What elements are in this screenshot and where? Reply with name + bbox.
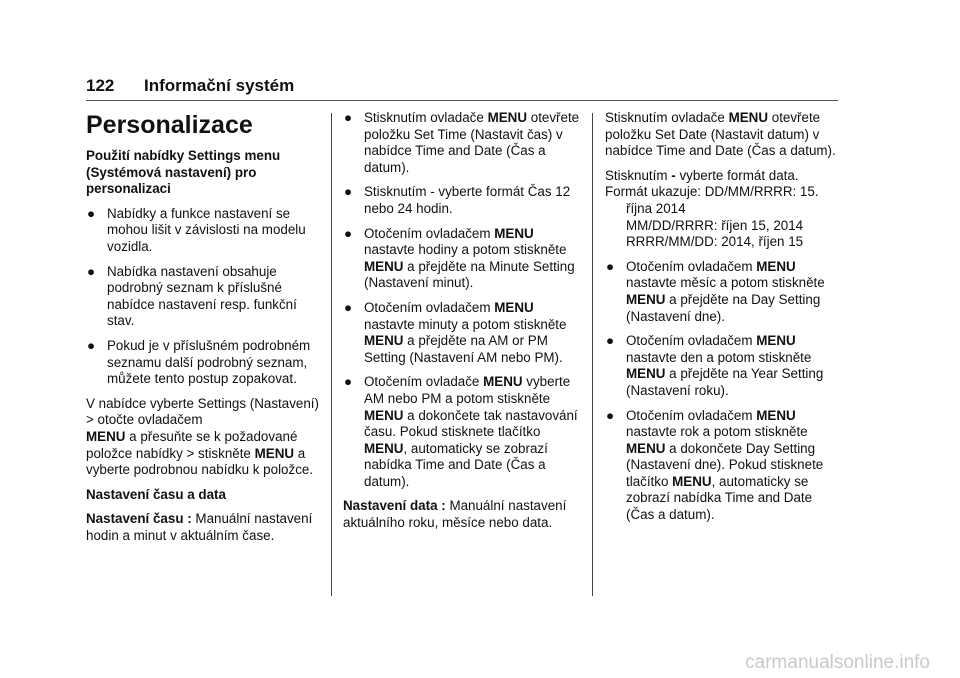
menu-keyword: MENU [487,110,528,125]
bullet-text: Nabídky a funkce nastavení se mohou lišit v závislosti na modelu vozidla. [107,205,306,254]
bullet-item [605,333,843,399]
text: Stisknutím [605,167,668,183]
bullet-item [86,338,322,388]
menu-keyword: MENU [494,225,534,241]
bullet-icon: ● [344,225,353,241]
text: nastavte rok a potom stiskněte [626,424,808,440]
menu-keyword: MENU [626,291,666,307]
bullet-icon: ● [344,184,353,200]
format-line: MM/DD/RRRR: říjen 15, 2014 [626,217,804,233]
menu-keyword: MENU [364,333,404,349]
text: Otočením ovladače [364,374,480,390]
bullet-icon: ● [606,258,615,274]
text: nastavte minuty a potom stiskněte [364,316,567,332]
column-divider-2 [592,113,593,596]
bullet-item [343,226,583,292]
text: a vyberte podrobnou nabídku k položce. [86,445,314,478]
text: nastavte den a potom stiskněte [626,349,812,365]
text: Otočením ovladačem [364,299,491,315]
bullet-text: Nabídka nastavení obsahuje podrobný seznam k příslušné nabídce nastavení resp. funkční stav. [107,263,297,329]
text: a dokončete Day Setting (Nastavení dne). Pokud stisknete tlačítko [626,440,824,489]
menu-keyword: MENU [364,258,404,274]
text: Otočením ovladačem [626,258,753,274]
text: V nabídce vyberte Settings (Nastavení) > otočte ovladačem [86,395,319,428]
text: Stisknutím - vyberte formát Čas 12 nebo 24 hodin. [364,184,571,216]
bullet-icon: ● [344,299,353,315]
date-label: Nastavení data : [343,498,446,514]
menu-paragraph [86,396,322,479]
subheading-time-date: Nastavení času a data [86,486,226,502]
bullet-icon: ● [606,407,615,423]
text: otevřete položku Set Time (Nastavit čas) v nabídce Time and Date (Čas a datum). [364,110,580,175]
bullet-item [86,206,322,256]
menu-keyword: MENU [254,445,295,461]
column-3 [605,110,843,532]
text: a přejděte na Minute Setting (Nastavení minut). [364,258,575,291]
menu-keyword: MENU [364,440,404,456]
text: a dokončete tak nastavování času. Pokud stisknete tlačítko [364,407,578,440]
menu-keyword: MENU [626,366,666,382]
set-date-paragraph [605,110,843,160]
bullet-item [86,264,322,330]
bullet-item [343,374,583,490]
menu-keyword: MENU [756,258,796,274]
text: , automaticky se zobrazí nabídka Time and Date (Čas a datum). [626,473,813,523]
date-setting-paragraph [343,498,583,531]
column-2 [343,110,583,540]
menu-keyword: MENU [728,110,769,125]
text: Stisknutím ovladače [605,110,725,125]
text: , automaticky se zobrazí nabídka Time and Date (Čas a datum). [364,440,548,489]
text: Stisknutím ovladače [364,110,484,125]
text: a přesuňte se k požadované položce nabídky > stiskněte [86,428,298,461]
watermark: carmanualsonline.info [745,652,930,673]
menu-keyword: MENU [494,299,534,315]
header-rule [86,100,838,101]
page-header [86,72,838,100]
menu-keyword: MENU [483,374,523,390]
menu-keyword: MENU [86,428,126,444]
menu-keyword: MENU [364,407,404,423]
bullet-icon: ● [344,374,353,390]
text: Otočením ovladačem [626,407,753,423]
menu-keyword: MENU [672,473,712,489]
menu-keyword: MENU [756,407,796,423]
text: Manuální nastavení hodin a minut v aktuálním čase. [86,511,313,543]
text: a přejděte na Day Setting (Nastavení dne). [626,291,821,324]
subtitle: Použití nabídky Settings menu (Systémová nastavení) pro personalizaci [86,148,281,197]
page-title: Personalizace [86,111,253,139]
column-1 [86,110,322,552]
text: a přejděte na AM or PM Setting (Nastavení AM nebo PM). [364,333,563,365]
format-line: RRRR/MM/DD: 2014, říjen 15 [626,234,804,250]
dash-keyword: - [671,167,676,183]
time-label: Nastavení času : [86,511,192,527]
date-format-paragraph [605,168,843,251]
text: vyberte formát data. Formát ukazuje: DD/MM/RRRR: 15. [605,167,819,200]
menu-keyword: MENU [626,440,666,456]
text: Otočením ovladačem [626,333,753,349]
bullet-icon: ● [87,337,96,353]
menu-keyword: MENU [756,333,796,349]
column-divider-1 [331,113,332,596]
text: vyberte AM nebo PM a potom stiskněte [364,374,571,406]
text: Manuální nastavení aktuálního roku, měsíce nebo data. [343,498,567,531]
bullet-icon: ● [344,110,353,125]
bullet-item [343,110,583,176]
bullet-item [343,184,583,217]
page-number: 122 [86,76,115,95]
text: nastavte hodiny a potom stiskněte [364,242,567,258]
bullet-item [605,259,843,325]
bullet-item [343,300,583,366]
time-setting-paragraph [86,511,322,544]
bullet-item [605,408,843,524]
text: nastavte měsíc a potom stiskněte [626,275,825,291]
bullet-icon: ● [87,205,96,221]
text: a přejděte na Year Setting (Nastavení roku). [626,366,824,398]
section-title: Informační systém [144,76,295,95]
bullet-text: Pokud je v příslušném podrobném seznamu další podrobný seznam, můžete tento postup zopakovat. [107,337,311,387]
text: otevřete položku Set Date (Nastavit datum) v nabídce Time and Date (Čas a datum). [605,110,836,159]
bullet-icon: ● [606,333,615,349]
text: Otočením ovladačem [364,225,491,241]
bullet-icon: ● [87,263,96,279]
format-line: října 2014 [626,200,686,216]
